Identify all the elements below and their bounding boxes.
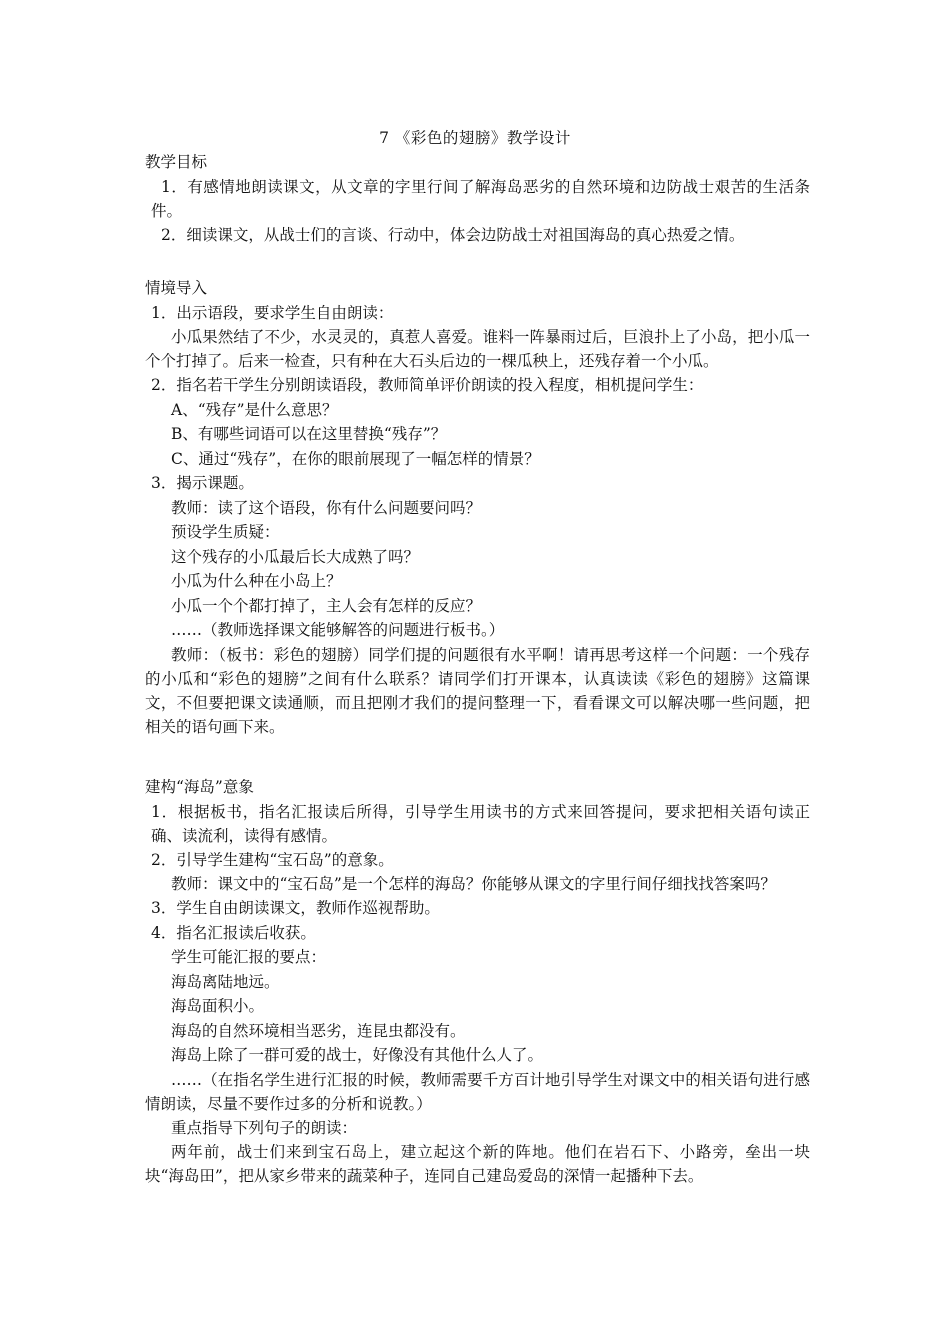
text-line: 预设学生质疑： <box>171 523 280 541</box>
section-teaching-goals <box>145 150 810 247</box>
question-line: B、有哪些词语可以在这里替换“残存”？ <box>171 425 447 443</box>
question-line: C、通过“残存”，在你的眼前展现了一幅怎样的情景？ <box>171 449 540 468</box>
section-build-island-image <box>145 775 810 1188</box>
section-heading: 教学目标 <box>145 153 208 171</box>
text-line: 小瓜为什么种在小岛上？ <box>171 572 342 590</box>
section-heading: 情境导入 <box>145 279 208 297</box>
teacher-paragraph: 教师：课文中的“宝石岛”是一个怎样的海岛？你能够从课文的字里行间仔细找找答案吗？ <box>171 875 776 893</box>
text-line: 这个残存的小瓜最后长大成熟了吗？ <box>171 547 420 566</box>
text-line: 海岛的自然环境相当恶劣，连昆虫都没有。 <box>171 1021 466 1040</box>
step-line: 2．指名若干学生分别朗读语段，教师简单评价朗读的投入程度，相机提问学生： <box>151 376 704 394</box>
quoted-passage: 两年前，战士们来到宝石岛上，建立起这个新的阵地。他们在岩石下、小路旁，垒出一块块“海岛田”，把从家乡带来的蔬菜种子，连同自己建岛爱岛的深情一起播种下去。 <box>145 1143 810 1185</box>
goal-item: 2．细读课文，从战士们的言谈、行动中，体会边防战士对祖国海岛的真心热爱之情。 <box>161 225 745 244</box>
section-context-intro <box>145 276 810 739</box>
text-line: 海岛离陆地远。 <box>171 972 280 991</box>
step-line: 3．揭示课题。 <box>151 474 254 492</box>
text-line: 学生可能汇报的要点： <box>171 948 327 966</box>
quoted-passage: 小瓜果然结了不少，水灵灵的，真惹人喜爱。谁料一阵暴雨过后，巨浪扑上了小岛，把小瓜一个个打掉了。后来一检查，只有种在大石头后边的一棵瓜秧上，还残存着一个小瓜。 <box>145 328 810 370</box>
note-paragraph: ……（在指名学生进行汇报的时候，教师需要千方百计地引导学生对课文中的相关语句进行感情朗读，尽量不要作过多的分析和说教。） <box>145 1070 810 1113</box>
step-line: 1．出示语段，要求学生自由朗读： <box>151 303 394 322</box>
section-heading: 建构“海岛”意象 <box>145 778 254 796</box>
step-line: 2．引导学生建构“宝石岛”的意象。 <box>151 850 394 869</box>
text-line: ……（教师选择课文能够解答的问题进行板书。） <box>171 621 505 639</box>
step-line: 4．指名汇报读后收获。 <box>151 923 316 942</box>
step-line: 1．根据板书，指名汇报读后所得，引导学生用读书的方式来回答提问，要求把相关语句读正确、读流利，读得有感情。 <box>151 802 810 845</box>
text-line: 海岛面积小。 <box>171 997 265 1015</box>
text-line: 海岛上除了一群可爱的战士，好像没有其他什么人了。 <box>171 1046 544 1064</box>
document-title: 7 《彩色的翅膀》教学设计 <box>379 129 571 147</box>
teacher-paragraph: 教师：（板书：彩色的翅膀）同学们提的问题很有水平啊！请再思考这样一个问题：一个残存的小瓜和“彩色的翅膀”之间有什么联系？请同学们打开课本，认真读读《彩色的翅膀》这篇课文，不但要把课文读通顺，而且把刚才我们的提问整理一下，看看课文可以解决哪一些问题，把相关的语句画下来。 <box>145 645 810 736</box>
text-line: 小瓜一个个都打掉了，主人会有怎样的反应？ <box>171 596 482 615</box>
text-line: 教师：读了这个语段，你有什么问题要问吗？ <box>171 498 482 517</box>
step-line: 3．学生自由朗读课文，教师作巡视帮助。 <box>151 899 440 917</box>
text-line: 重点指导下列句子的朗读： <box>171 1118 358 1137</box>
question-line: A、“残存”是什么意思？ <box>171 400 338 419</box>
goal-item: 1．有感情地朗读课文，从文章的字里行间了解海岛恶劣的自然环境和边防战士艰苦的生活条件。 <box>151 177 810 220</box>
